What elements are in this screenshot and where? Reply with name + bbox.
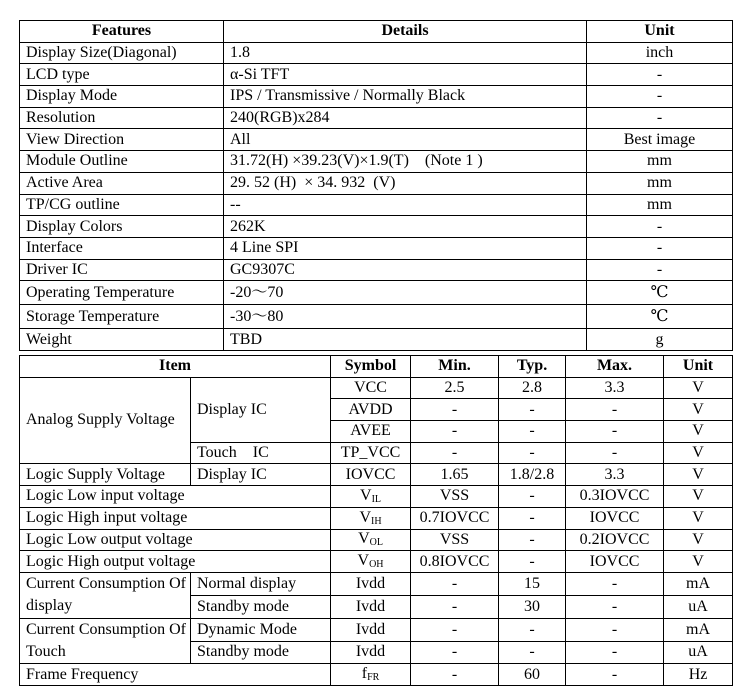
min-cell: - (411, 595, 499, 618)
logic-row-label: Logic High input voltage (20, 507, 331, 529)
table-row (20, 529, 733, 551)
header-unit: Unit (664, 356, 733, 378)
max-cell: IOVCC (566, 551, 664, 573)
unit-cell: mm (587, 151, 733, 173)
unit-cell: Best image (587, 129, 733, 151)
symbol-cell: $V_{IH}$ (331, 507, 411, 529)
symbol-cell: Ivdd (331, 595, 411, 618)
header-typ: Typ. (499, 356, 566, 378)
min-cell: VSS (411, 529, 499, 551)
typ-cell: - (499, 551, 566, 573)
mode-cell: Dynamic Mode (191, 618, 331, 641)
feature-cell: Resolution (20, 107, 224, 129)
max-cell: - (566, 641, 664, 664)
max-cell: - (566, 421, 664, 443)
electrical-table (19, 355, 733, 686)
typ-cell: 15 (499, 572, 566, 595)
current-touch-label: Current Consumption Of Touch (20, 618, 191, 664)
mode-cell: Standby mode (191, 641, 331, 664)
symbol-cell: Ivdd (331, 618, 411, 641)
unit-cell: V (664, 399, 733, 421)
current-display-label: Current Consumption Of display (20, 572, 191, 618)
table-row (20, 151, 733, 173)
logic-row-label: Logic High output voltage (20, 551, 331, 573)
typ-cell: - (499, 507, 566, 529)
min-cell: - (411, 399, 499, 421)
table-row (20, 464, 733, 486)
logic-row-label: Logic Low output voltage (20, 529, 331, 551)
unit-cell: V (664, 377, 733, 399)
header-details: Details (224, 21, 587, 43)
table-row (20, 194, 733, 216)
typ-cell: - (499, 399, 566, 421)
analog-display-ic: Display IC (191, 377, 331, 442)
symbol-cell: $V_{OH}$ (331, 551, 411, 573)
min-cell: - (411, 442, 499, 464)
table-row (20, 281, 733, 305)
analog-touch-ic: Touch IC (191, 442, 331, 464)
min-cell: 0.8IOVCC (411, 551, 499, 573)
table-row (20, 172, 733, 194)
feature-cell: View Direction (20, 129, 224, 151)
unit-cell: - (587, 237, 733, 259)
unit-cell: - (587, 107, 733, 129)
symbol-cell: $V_{IL}$ (331, 486, 411, 508)
feature-cell: Module Outline (20, 151, 224, 173)
table-row (20, 486, 733, 508)
unit-cell: V (664, 421, 733, 443)
detail-cell: All (224, 129, 587, 151)
elec-header-row (20, 356, 733, 378)
unit-cell: V (664, 464, 733, 486)
table-row (20, 107, 733, 129)
typ-cell: - (499, 421, 566, 443)
detail-cell: TBD (224, 329, 587, 351)
min-cell: 0.7IOVCC (411, 507, 499, 529)
mode-cell: Normal display (191, 572, 331, 595)
detail-cell: α-Si TFT (224, 64, 587, 86)
feature-cell: Interface (20, 237, 224, 259)
unit-cell: mA (664, 618, 733, 641)
table-row (20, 377, 733, 399)
header-unit: Unit (587, 21, 733, 43)
header-item: Item (20, 356, 331, 378)
table-row (20, 216, 733, 238)
symbol-cell: $V_{OL}$ (331, 529, 411, 551)
detail-cell: 4 Line SPI (224, 237, 587, 259)
detail-cell: -30～80 (224, 305, 587, 329)
max-cell: 3.3 (566, 464, 664, 486)
unit-cell: - (587, 86, 733, 108)
unit-cell: g (587, 329, 733, 351)
max-cell: - (566, 664, 664, 686)
typ-cell: - (499, 641, 566, 664)
logic-supply-sub: Display IC (191, 464, 331, 486)
unit-cell: - (587, 64, 733, 86)
unit-cell: - (587, 216, 733, 238)
spec-table (19, 20, 733, 351)
table-row (20, 305, 733, 329)
table-row (20, 572, 733, 595)
unit-cell: Hz (664, 664, 733, 686)
spec-body (20, 42, 733, 350)
symbol-cell: $f_{FR}$ (331, 664, 411, 686)
table-row (20, 551, 733, 573)
detail-cell: GC9307C (224, 259, 587, 281)
unit-cell: mm (587, 172, 733, 194)
typ-cell: - (499, 529, 566, 551)
feature-cell: Driver IC (20, 259, 224, 281)
min-cell: - (411, 641, 499, 664)
table-row (20, 42, 733, 64)
unit-cell: V (664, 507, 733, 529)
max-cell: 0.3IOVCC (566, 486, 664, 508)
typ-cell: 60 (499, 664, 566, 686)
unit-cell: mA (664, 572, 733, 595)
max-cell: 3.3 (566, 377, 664, 399)
max-cell: - (566, 399, 664, 421)
min-cell: 1.65 (411, 464, 499, 486)
typ-cell: - (499, 486, 566, 508)
symbol-cell: TP_VCC (331, 442, 411, 464)
unit-cell: uA (664, 595, 733, 618)
table-row (20, 329, 733, 351)
detail-cell: 240(RGB)x284 (224, 107, 587, 129)
max-cell: - (566, 442, 664, 464)
logic-supply-label: Logic Supply Voltage (20, 464, 191, 486)
feature-cell: LCD type (20, 64, 224, 86)
symbol-cell: AVEE (331, 421, 411, 443)
table-row (20, 86, 733, 108)
table-row (20, 237, 733, 259)
min-cell: 2.5 (411, 377, 499, 399)
typ-cell: - (499, 442, 566, 464)
min-cell: - (411, 664, 499, 686)
table-row (20, 64, 733, 86)
detail-cell: 262K (224, 216, 587, 238)
min-cell: VSS (411, 486, 499, 508)
symbol-cell: IOVCC (331, 464, 411, 486)
feature-cell: Operating Temperature (20, 281, 224, 305)
feature-cell: TP/CG outline (20, 194, 224, 216)
symbol-cell: VCC (331, 377, 411, 399)
analog-supply-label: Analog Supply Voltage (20, 377, 191, 464)
header-min: Min. (411, 356, 499, 378)
detail-cell: IPS / Transmissive / Normally Black (224, 86, 587, 108)
feature-cell: Display Mode (20, 86, 224, 108)
detail-cell: 31.72(H) ×39.23(V)×1.9(T) (Note 1 ) (224, 151, 587, 173)
symbol-cell: Ivdd (331, 641, 411, 664)
typ-cell: - (499, 618, 566, 641)
header-symbol: Symbol (331, 356, 411, 378)
min-cell: - (411, 618, 499, 641)
feature-cell: Display Size(Diagonal) (20, 42, 224, 64)
symbol-cell: Ivdd (331, 572, 411, 595)
feature-cell: Display Colors (20, 216, 224, 238)
typ-cell: 1.8/2.8 (499, 464, 566, 486)
unit-cell: - (587, 259, 733, 281)
max-cell: IOVCC (566, 507, 664, 529)
header-max: Max. (566, 356, 664, 378)
logic-row-label: Logic Low input voltage (20, 486, 331, 508)
unit-cell: V (664, 442, 733, 464)
min-cell: - (411, 572, 499, 595)
frame-frequency-label: Frame Frequency (20, 664, 331, 686)
unit-cell: V (664, 529, 733, 551)
symbol-cell: AVDD (331, 399, 411, 421)
unit-cell: ℃ (587, 281, 733, 305)
typ-cell: 2.8 (499, 377, 566, 399)
table-row (20, 259, 733, 281)
table-row (20, 618, 733, 641)
unit-cell: inch (587, 42, 733, 64)
table-row (20, 664, 733, 686)
table-row (20, 129, 733, 151)
feature-cell: Weight (20, 329, 224, 351)
spec-header-row (20, 21, 733, 43)
mode-cell: Standby mode (191, 595, 331, 618)
feature-cell: Active Area (20, 172, 224, 194)
detail-cell: 1.8 (224, 42, 587, 64)
detail-cell: -20～70 (224, 281, 587, 305)
feature-cell: Storage Temperature (20, 305, 224, 329)
detail-cell: 29. 52 (H) × 34. 932 (V) (224, 172, 587, 194)
unit-cell: V (664, 551, 733, 573)
min-cell: - (411, 421, 499, 443)
max-cell: 0.2IOVCC (566, 529, 664, 551)
unit-cell: mm (587, 194, 733, 216)
max-cell: - (566, 572, 664, 595)
max-cell: - (566, 618, 664, 641)
table-row (20, 507, 733, 529)
typ-cell: 30 (499, 595, 566, 618)
unit-cell: V (664, 486, 733, 508)
detail-cell: -- (224, 194, 587, 216)
max-cell: - (566, 595, 664, 618)
unit-cell: ℃ (587, 305, 733, 329)
unit-cell: uA (664, 641, 733, 664)
header-features: Features (20, 21, 224, 43)
